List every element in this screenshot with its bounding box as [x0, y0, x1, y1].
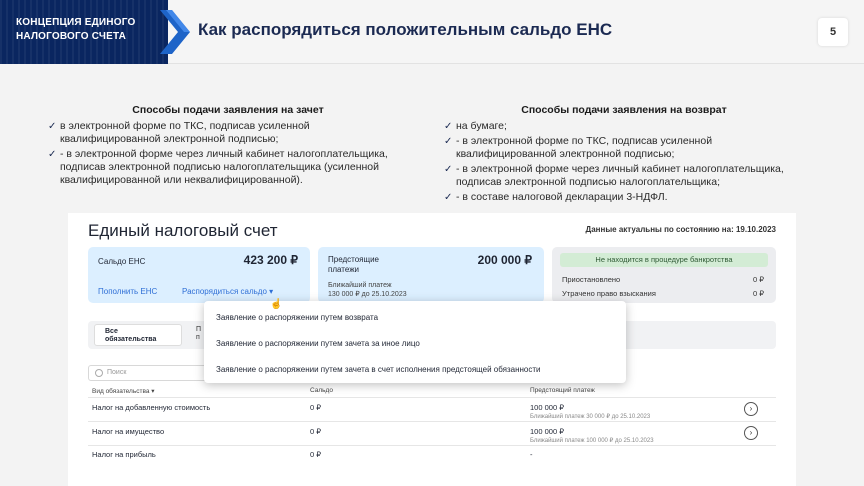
slide-header: [0, 0, 864, 64]
nearest-label: Ближайший платеж: [328, 282, 392, 289]
list-item-text: - в электронной форме через личный кабинет налогоплательщика, подписав электронной подписью налогоплательщика;: [456, 163, 784, 188]
row-upcoming: 100 000 ₽: [530, 427, 564, 436]
tab-other[interactable]: [196, 326, 201, 342]
list-item-text: на бумаге;: [456, 120, 507, 132]
mouse-cursor-icon: ☝: [270, 299, 283, 310]
list-item-text: - в электронной форме по ТКС, подписав усиленной квалифицированной электронной подписью;: [456, 135, 713, 160]
suspended-label: Приостановлено: [562, 275, 621, 284]
menu-item-refund[interactable]: Заявление о распоряжении путем возврата: [216, 313, 379, 322]
list-item: [444, 120, 804, 133]
chevron-icon: [160, 10, 190, 54]
suspended-value: 0 ₽: [752, 275, 764, 284]
offset-methods-title: Способы подачи заявления на зачет: [132, 104, 324, 116]
row-saldo: 0 ₽: [310, 450, 322, 459]
checkmark-icon: ✓: [444, 136, 453, 147]
slide-title: Как распорядиться положительным сальдо ЕНС: [198, 20, 613, 39]
row-sub: Ближайший платеж 100 000 ₽ до 25.10.2023: [530, 438, 654, 444]
row-upcoming: 100 000 ₽: [530, 403, 564, 412]
ens-title: Единый налоговый счет: [88, 221, 278, 240]
row-saldo: 0 ₽: [310, 403, 322, 412]
suspended-row: [562, 275, 764, 284]
refund-methods-title: Способы подачи заявления на возврат: [521, 104, 727, 116]
actual-date: Данные актуальны по состоянию на: 19.10.2023: [585, 225, 776, 234]
search-placeholder: Поиск: [107, 369, 127, 376]
brand-line-2: НАЛОГОВОГО СЧЕТА: [16, 31, 127, 42]
checkmark-icon: ✓: [444, 121, 453, 132]
upcoming-label: Предстоящие платежи: [328, 255, 379, 274]
ens-screenshot: [68, 213, 796, 486]
search-icon: [95, 369, 103, 377]
list-item-text: - в составе налоговой декларации 3-НДФЛ.: [456, 191, 668, 203]
list-item: [48, 148, 408, 187]
row-divider: [88, 397, 776, 398]
lost-row: [562, 289, 764, 298]
checkmark-icon: ✓: [48, 149, 57, 160]
row-open-button[interactable]: ›: [744, 426, 758, 440]
list-item: [444, 163, 804, 189]
checkmark-icon: ✓: [444, 164, 453, 175]
list-item: [444, 135, 804, 161]
brand-text: [16, 16, 135, 44]
column-header[interactable]: Вид обязательства ▾: [92, 388, 155, 395]
lost-label: Утрачено право взыскания: [562, 289, 656, 298]
list-item-text: в электронной форме по ТКС, подписав усиленной квалифицированной электронной подписью;: [60, 120, 310, 145]
top-up-link[interactable]: Пополнить ЕНС: [98, 287, 158, 296]
status-card: [552, 247, 776, 303]
row-name: Налог на добавленную стоимость: [92, 403, 211, 412]
row-upcoming: -: [530, 450, 533, 459]
column-header: Сальдо: [310, 387, 333, 394]
refund-methods: [444, 104, 804, 206]
lost-value: 0 ₽: [752, 289, 764, 298]
offset-methods: [48, 104, 408, 189]
tab-label: обязательства: [105, 336, 157, 343]
row-divider: [88, 445, 776, 446]
tab-label: Все: [105, 328, 118, 335]
dispose-dropdown-menu: [204, 301, 626, 383]
page-number: 5: [818, 18, 848, 46]
tab-label: П: [196, 326, 202, 333]
dispose-saldo-link[interactable]: Распорядиться сальдо ▾: [182, 287, 274, 296]
tab-all-obligations[interactable]: [94, 324, 182, 346]
bankruptcy-badge: Не находится в процедуре банкротства: [560, 253, 768, 267]
row-saldo: 0 ₽: [310, 427, 322, 436]
row-name: Налог на имущество: [92, 427, 165, 436]
menu-item-offset-future[interactable]: Заявление о распоряжении путем зачета в счет исполнения предстоящей обязанности: [216, 365, 541, 374]
saldo-card: [88, 247, 310, 303]
brand-block: [0, 0, 168, 64]
column-header: Предстоящий платеж: [530, 387, 595, 394]
nearest-payment: [328, 281, 407, 299]
upcoming-amount: 200 000 ₽: [477, 253, 532, 267]
checkmark-icon: ✓: [48, 121, 57, 132]
checkmark-icon: ✓: [444, 192, 453, 203]
tab-label: п: [196, 334, 200, 341]
row-open-button[interactable]: ›: [744, 402, 758, 416]
row-name: Налог на прибыль: [92, 450, 156, 459]
row-sub: Ближайший платеж 30 000 ₽ до 25.10.2023: [530, 414, 651, 420]
row-divider: [88, 421, 776, 422]
brand-line-1: КОНЦЕПЦИЯ ЕДИНОГО: [16, 17, 136, 28]
list-item-text: - в электронной форме через личный кабинет налогоплательщика, подписав электронной подписью налогоплательщика (усиленной квалифицированной или неквалифицированной).: [60, 148, 388, 186]
upcoming-card: [318, 247, 544, 303]
list-item: [444, 191, 804, 204]
nearest-value: 130 000 ₽ до 25.10.2023: [328, 291, 407, 298]
saldo-amount: 423 200 ₽: [243, 253, 298, 267]
list-item: [48, 120, 408, 146]
menu-item-offset-other[interactable]: Заявление о распоряжении путем зачета за иное лицо: [216, 339, 420, 348]
saldo-label: Сальдо ЕНС: [98, 257, 146, 266]
